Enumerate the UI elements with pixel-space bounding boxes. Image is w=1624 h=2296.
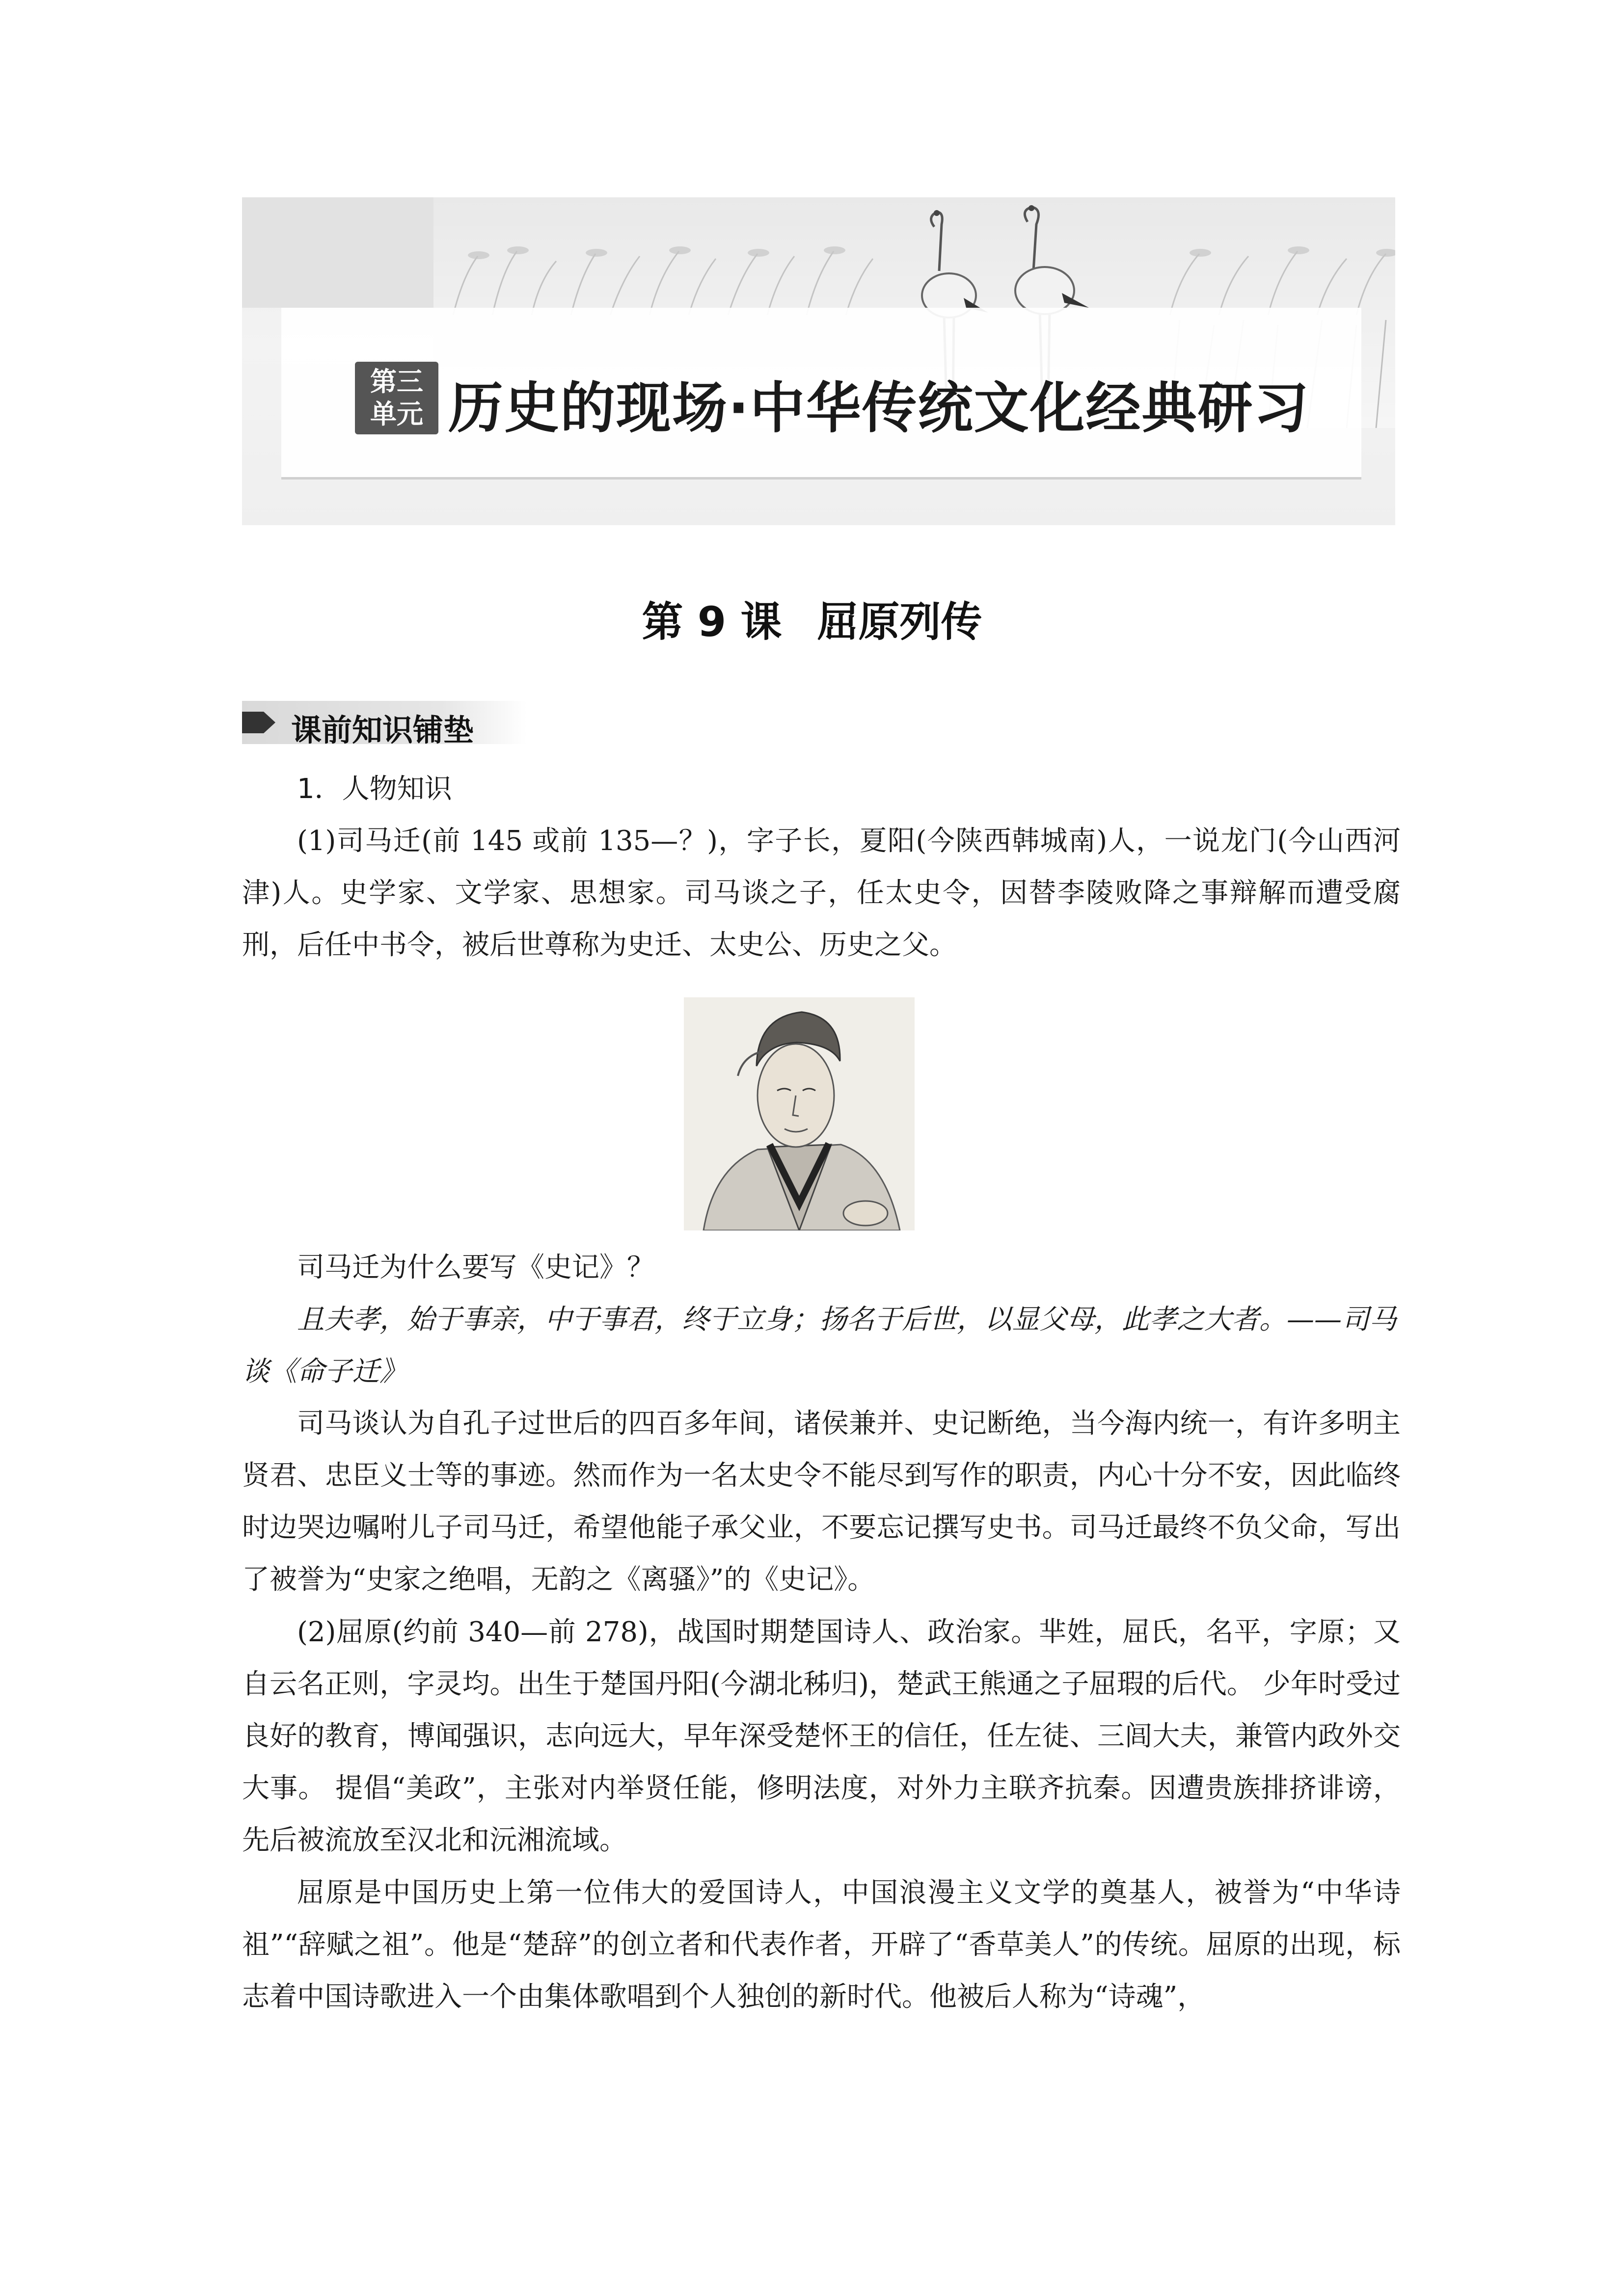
unit-title: 历史的现场·中华传统文化经典研习 bbox=[448, 376, 1310, 440]
section-header bbox=[242, 701, 527, 748]
unit-banner bbox=[242, 197, 1395, 525]
paragraph-explanation: 司马谈认为自孔子过世后的四百多年间，诸侯兼并、史记断绝，当今海内统一，有许多明主贤君、忠臣义士等的事迹。然而作为一名太史令不能尽到写作的职责，内心十分不安，因此临终时边哭边嘱咐儿子司马迁，希望他能子承父业，不要忘记撰写史书。司马迁最终不负父命，写出了被誉为“史家之绝唱，无韵之《离骚》”的《史记》。 bbox=[242, 1408, 1401, 1596]
lesson-name: 屈原列传 bbox=[817, 598, 982, 646]
simaqian-portrait-image bbox=[684, 997, 915, 1230]
paragraph-simaqian: (1)司马迁(前 145 或前 135—？)，字子长，夏阳(今陕西韩城南)人，一说龙门(今山西河津)人。史学家、文学家、思想家。司马谈之子，任太史令，因替李陵败降之事辩解而遭受腐刑，后任中书令，被后世尊称为史迁、太史公、历史之父。 bbox=[242, 825, 1401, 961]
section-label: 课前知识铺垫 bbox=[291, 712, 474, 748]
quote-text: 且夫孝，始于事亲，中于事君，终于立身；扬名于后世，以显父母，此孝之大者。——司马谈《命子迁》 bbox=[242, 1304, 1397, 1388]
lesson-title bbox=[0, 589, 1624, 648]
unit-badge-line-2: 单元 bbox=[370, 399, 423, 429]
arrow-tag-icon bbox=[242, 712, 275, 733]
unit-badge-line-1: 第三 bbox=[370, 366, 423, 397]
unit-title-panel bbox=[281, 308, 1361, 480]
paragraph-quyuan-2: 屈原是中国历史上第一位伟大的爱国诗人，中国浪漫主义文学的奠基人，被誉为“中华诗祖”“辞赋之祖”。他是“楚辞”的创立者和代表作者，开辟了“香草美人”的传统。屈原的出现，标志着中国诗歌进入一个由集体歌唱到个人独创的新时代。他被后人称为“诗魂”， bbox=[242, 1877, 1401, 2013]
paragraph-quyuan: (2)屈原(约前 340—前 278)，战国时期楚国诗人、政治家。芈姓，屈氏，名平，字原；又自云名正则，字灵均。出生于楚国丹阳(今湖北秭归)，楚武王熊通之子屈瑕的后代。 少年时受过良好的教育，博闻强识，志向远大，早年深受楚怀王的信任，任左徒、三闾大夫，兼管内政外交大事。 提倡“美政”，主张对内举贤任能，修明法度，对外力主联齐抗秦。因遭贵族排挤诽谤，先后被流放至汉北和沅湘流域。 bbox=[242, 1616, 1401, 1856]
lesson-number: 第 9 课 bbox=[642, 598, 782, 646]
unit-badge bbox=[355, 362, 438, 434]
banner-decor-block bbox=[242, 197, 433, 308]
subhead-character-knowledge: 1．人物知识 bbox=[297, 773, 452, 805]
question-text: 司马迁为什么要写《史记》？ bbox=[297, 1252, 654, 1283]
